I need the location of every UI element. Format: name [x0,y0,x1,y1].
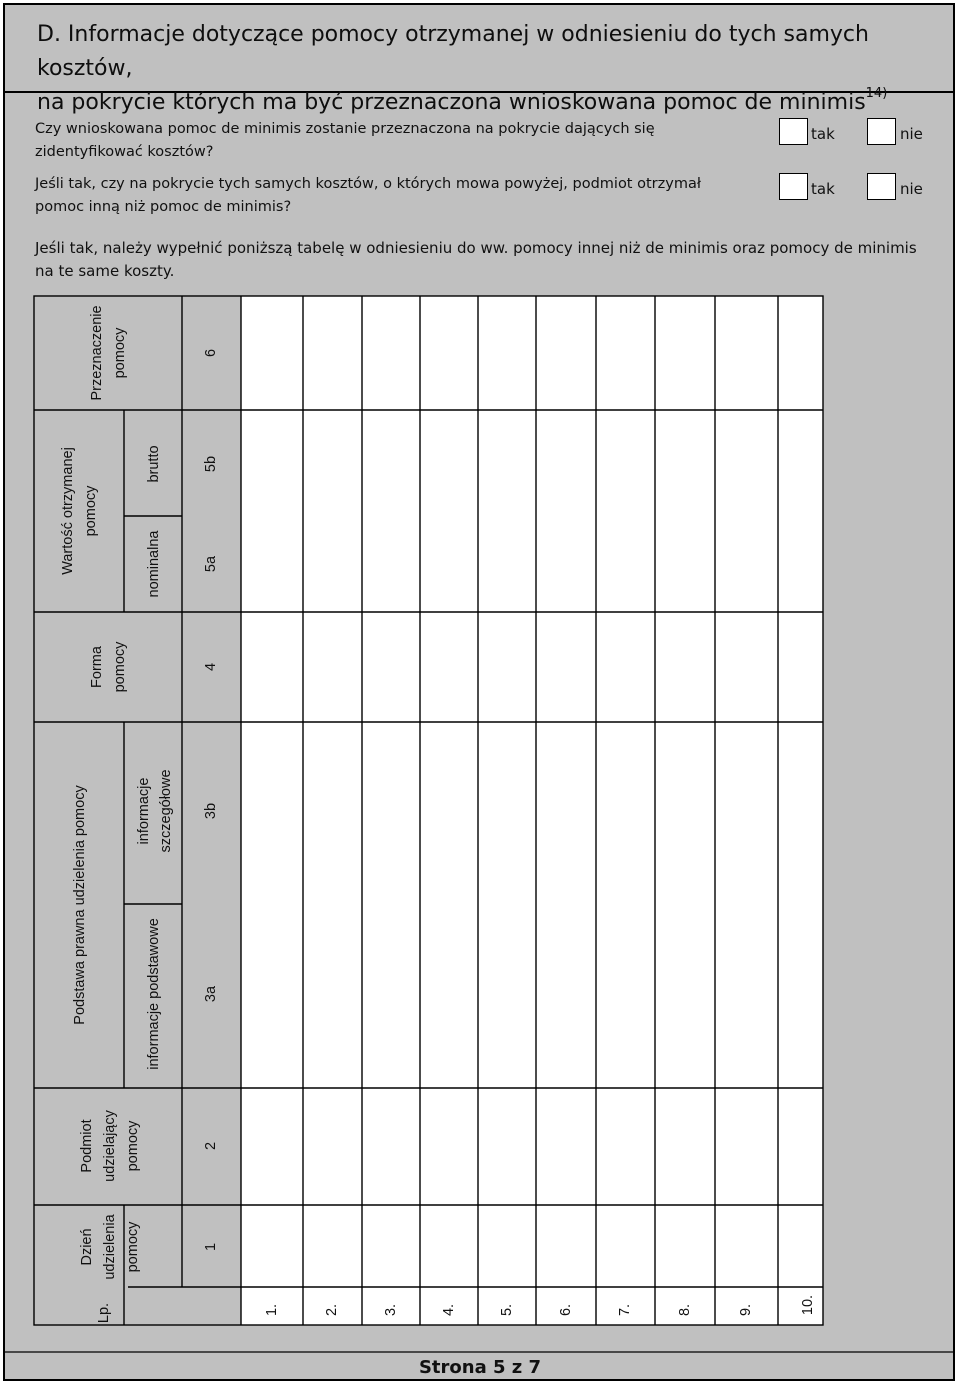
col2-header-line1: Podmiot [79,1119,95,1173]
section-title-line2: na pokrycie których ma być przeznaczona wnioskowana pomoc de minimis [37,90,866,115]
row-number: 1. [264,1303,280,1317]
question-2-line1: Jeśli tak, czy na pokrycie tych samych kosztów, o których mowa powyżej, podmiot otrzymał [35,176,701,192]
row-number: 3. [383,1303,399,1317]
lp-header: Lp. [96,1302,112,1324]
q1-yes-label: tak [811,125,835,143]
row-number: 4. [441,1303,457,1317]
col-number-3a: 3a [203,985,219,1003]
col3a-header: informacje podstawowe [146,918,162,1070]
col5b-header: brutto [146,445,162,483]
col1-header-line3: pomocy [125,1221,141,1273]
q2-no-label: nie [900,180,923,198]
row-number: 10. [800,1294,816,1316]
col-number-4: 4 [203,662,219,672]
col1-header-line2: udzielenia [102,1214,118,1280]
question-1-line1: Czy wnioskowana pomoc de minimis zostanie przeznaczona na pokrycie dających się [35,121,655,137]
col1-header-line1: Dzień [79,1228,95,1266]
row-number: 2. [324,1303,340,1317]
col6-header-line2: pomocy [112,327,128,379]
footnote-ref: 14) [865,86,888,101]
row-number: 9. [738,1303,754,1317]
col-number-3b: 3b [203,802,219,820]
col-number-1: 1 [203,1242,219,1252]
row-number: 5. [499,1303,515,1317]
row-number: 6. [558,1303,574,1317]
col3-group-header: Podstawa prawna udzielenia pomocy [72,785,88,1025]
q1-no-label: nie [900,125,923,143]
row-number: 7. [617,1303,633,1317]
question-2-line2: pomoc inną niż pomoc de minimis? [35,199,292,215]
col5a-header: nominalna [146,530,162,598]
section-title-line1: D. Informacje dotyczące pomocy otrzymanej w odniesieniu do tych samych kosztów, [37,22,869,81]
col-number-5a: 5a [203,555,219,573]
page-footer: Strona 5 z 7 [418,1357,542,1378]
q2-yes-label: tak [811,180,835,198]
col5-group-header-line2: pomocy [83,485,99,537]
col4-header-line1: Forma [89,646,105,688]
col5-group-header-line1: Wartość otrzymanej [60,447,76,575]
col3b-header-line1: informacje [136,777,152,845]
col2-header-line2: udzielający [102,1110,118,1182]
col4-header-line2: pomocy [112,641,128,693]
question-1-line2: zidentyfikować kosztów? [35,144,214,160]
col3b-header-line2: szczegółowe [158,769,174,853]
row-number: 8. [677,1303,693,1317]
col-number-2: 2 [203,1141,219,1151]
fill-instruction: Jeśli tak, należy wypełnić poniższą tabelę w odniesieniu do ww. pomocy innej niż de minimis oraz pomocy de minimis na te same koszty. [35,239,917,280]
col-number-5b: 5b [203,455,219,473]
col2-header-line3: pomocy [125,1120,141,1172]
col6-header-line1: Przeznaczenie [89,305,105,401]
table-data-area [241,296,823,1325]
col-number-6: 6 [203,348,219,358]
